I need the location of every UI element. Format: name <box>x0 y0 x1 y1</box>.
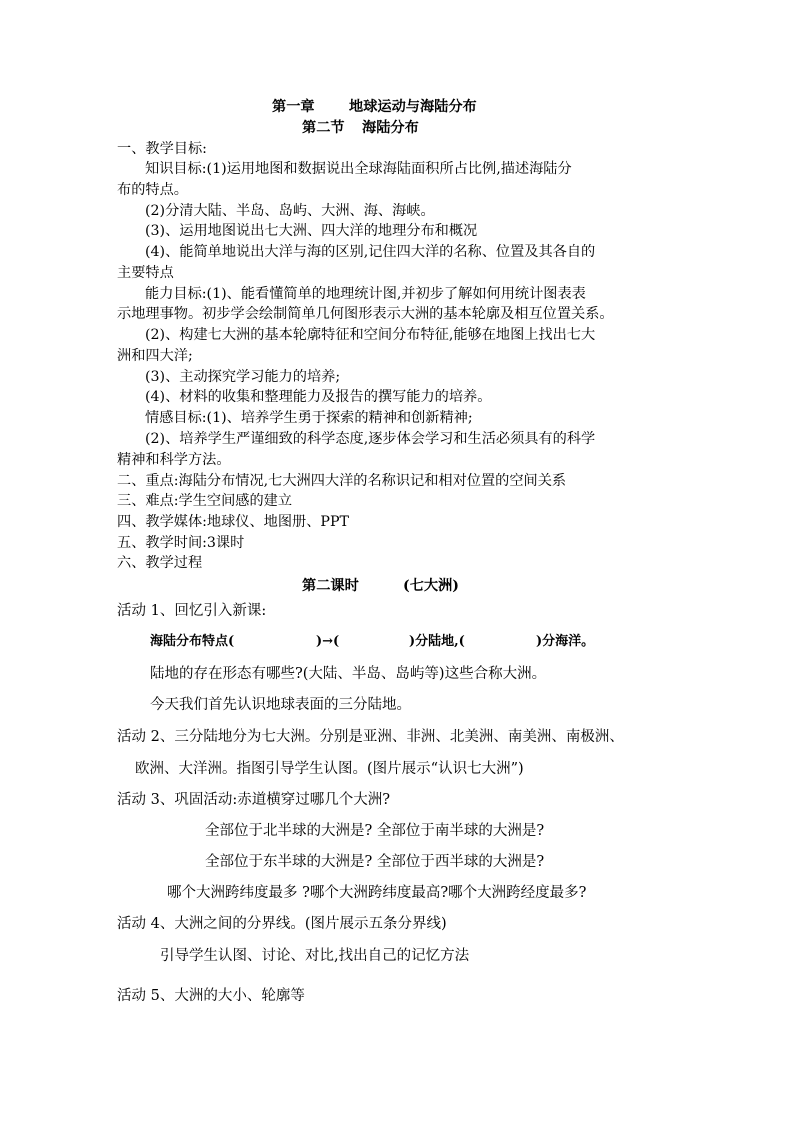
emotion-objective-2b: 精神和科学方法。 <box>117 452 231 468</box>
knowledge-objective-1a: 知识目标:(1)运用地图和数据说出全球海陆面积所占比例,描述海陆分 <box>145 161 572 177</box>
ability-objective-1a: 能力目标:(1)、能看懂简单的地理统计图,并初步了解如何用统计图表表 <box>145 286 586 302</box>
chapter-label: 第一章 <box>272 99 315 115</box>
knowledge-objective-1b: 布的特点。 <box>117 182 188 198</box>
emotion-objective-1: 情感目标:(1)、培养学生勇于探索的精神和创新精神; <box>145 410 473 426</box>
activity-3-question-1: 全部位于北半球的大洲是? 全部位于南半球的大洲是? <box>205 823 545 839</box>
lesson-subtitle: (七大洲) <box>403 578 459 594</box>
ability-objective-1b: 示地理事物。初步学会绘制简单几何图形表示大洲的基本轮廓及相互位置关系。 <box>117 306 614 322</box>
activity-1: 活动 1、回忆引入新课: <box>117 603 267 619</box>
blank-prefix: 海陆分布特点( <box>150 634 235 649</box>
blank-arrow: )→( <box>316 634 340 649</box>
activity-1-question: 陆地的存在形态有哪些?(大陆、半岛、岛屿等)这些合称大洲。 <box>150 666 547 682</box>
activity-2a: 活动 2、三分陆地分为七大洲。分别是亚洲、非洲、北美洲、南美洲、南极洲、 <box>117 729 624 745</box>
activity-4: 活动 4、大洲之间的分界线。(图片展示五条分界线) <box>117 916 447 932</box>
activity-5: 活动 5、大洲的大小、轮廓等 <box>117 988 305 1004</box>
activity-2b: 欧洲、大洋洲。指图引导学生认图。(图片展示“认识七大洲”) <box>135 761 524 777</box>
activity-1-today: 今天我们首先认识地球表面的三分陆地。 <box>150 697 411 713</box>
teaching-media: 四、教学媒体:地球仪、地图册、PPT <box>117 514 349 530</box>
blank-land: )分陆地,( <box>409 634 465 649</box>
teaching-process: 六、教学过程 <box>117 555 203 571</box>
activity-4-guide: 引导学生认图、讨论、对比,找出自己的记忆方法 <box>160 948 470 964</box>
activity-3: 活动 3、巩固活动:赤道横穿过哪几个大洲? <box>117 792 390 808</box>
blank-sea: )分海洋。 <box>536 634 595 649</box>
difficulty-point: 三、难点:学生空间感的建立 <box>117 493 293 509</box>
ability-objective-4: (4)、材料的收集和整理能力及报告的撰写能力的培养。 <box>145 389 492 405</box>
knowledge-objective-2: (2)分清大陆、半岛、岛屿、大洲、海、海峡。 <box>145 203 435 219</box>
ability-objective-2a: (2)、构建七大洲的基本轮廓特征和空间分布特征,能够在地图上找出七大 <box>145 327 596 343</box>
section-label: 第二节 <box>302 120 345 136</box>
chapter-title: 地球运动与海陆分布 <box>349 99 477 115</box>
section-title: 海陆分布 <box>362 120 419 136</box>
teaching-time: 五、教学时间:3课时 <box>117 535 245 551</box>
ability-objective-2b: 洲和四大洋; <box>117 348 193 364</box>
activity-3-question-3: 哪个大洲跨纬度最多 ?哪个大洲跨纬度最高?哪个大洲跨经度最多? <box>167 885 587 901</box>
ability-objective-3: (3)、主动探究学习能力的培养; <box>145 369 341 385</box>
key-point: 二、重点:海陆分布情况,七大洲四大洋的名称识记和相对位置的空间关系 <box>117 473 567 489</box>
emotion-objective-2a: (2)、培养学生严谨细致的科学态度,逐步体会学习和生活必须具有的科学 <box>145 431 596 447</box>
knowledge-objective-4b: 主要特点 <box>117 265 174 281</box>
activity-3-question-2: 全部位于东半球的大洲是? 全部位于西半球的大洲是? <box>205 854 545 870</box>
lesson-title: 第二课时 <box>302 578 359 594</box>
knowledge-objective-3: (3)、运用地图说出七大洲、四大洋的地理分布和概况 <box>145 223 478 239</box>
knowledge-objective-4a: (4)、能简单地说出大洋与海的区别,记住四大洋的名称、位置及其各自的 <box>145 244 596 260</box>
objectives-heading: 一、教学目标: <box>117 141 207 157</box>
